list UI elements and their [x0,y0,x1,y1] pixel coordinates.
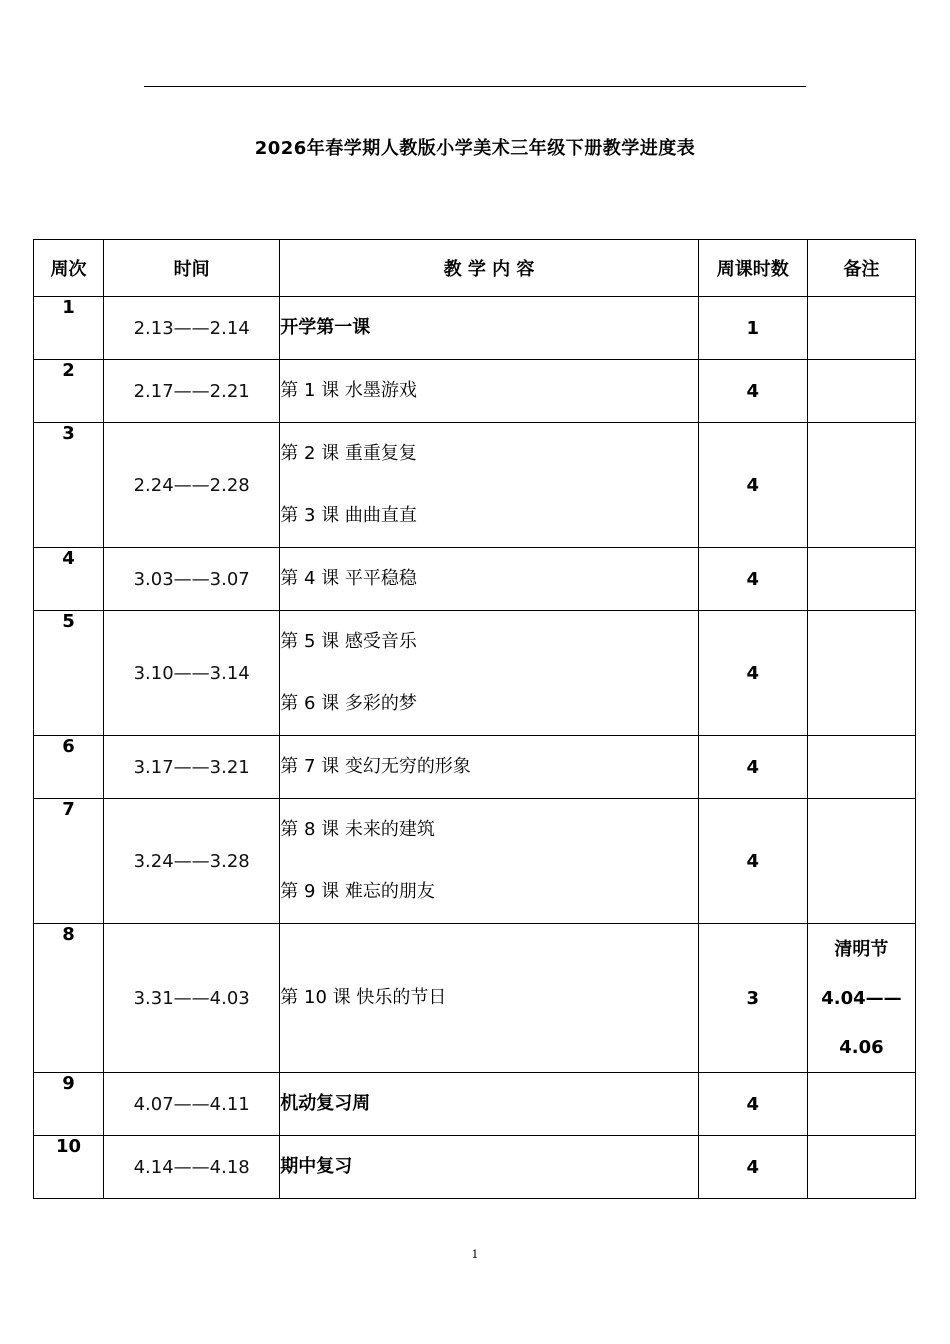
hours-cell: 4 [698,423,807,548]
note-cell [807,736,915,799]
header-note: 备注 [807,240,915,297]
hours-cell: 4 [698,360,807,423]
table-row [34,611,916,736]
lesson-title: 第 1 课 水墨游戏 [280,380,417,401]
note-line: 4.04—— [821,987,902,1009]
content-cell [280,1073,698,1136]
content-cell [280,297,698,360]
header-week: 周次 [34,240,104,297]
header-date: 时间 [104,240,280,297]
lesson-title: 第 2 课 重重复复 [280,443,417,464]
header-hours: 周课时数 [698,240,807,297]
hours-cell: 4 [698,548,807,611]
lesson-title: 第 4 课 平平稳稳 [280,568,417,589]
table-row [34,548,916,611]
date-cell: 2.17——2.21 [104,360,280,423]
schedule-table [33,239,916,1199]
table-row [34,423,916,548]
week-cell: 4 [34,548,104,611]
note-cell [807,611,915,736]
hours-cell: 3 [698,924,807,1073]
lesson-title: 第 6 课 多彩的梦 [280,693,417,714]
table-row [34,736,916,799]
lesson-title: 第 8 课 未来的建筑 [280,819,435,840]
lesson-title: 第 9 课 难忘的朋友 [280,881,435,902]
hours-cell: 4 [698,1073,807,1136]
note-cell [807,799,915,924]
week-cell: 1 [34,297,104,360]
note-cell [807,1073,915,1136]
date-cell: 3.31——4.03 [104,924,280,1073]
lesson-title: 第 5 课 感受音乐 [280,631,417,652]
date-cell: 4.07——4.11 [104,1073,280,1136]
content-cell [280,611,698,736]
date-cell: 3.10——3.14 [104,611,280,736]
table-body [34,297,916,1199]
content-cell [280,423,698,548]
date-cell: 2.13——2.14 [104,297,280,360]
week-cell: 7 [34,799,104,924]
date-cell: 2.24——2.28 [104,423,280,548]
note-cell [807,423,915,548]
week-cell: 10 [34,1136,104,1199]
table-header-row [34,240,916,297]
page-number: 1 [471,1248,479,1261]
lesson-title: 开学第一课 [280,317,371,338]
note-cell [807,360,915,423]
week-cell: 8 [34,924,104,1073]
table-row [34,1136,916,1199]
note-cell [807,297,915,360]
table-row [34,1073,916,1136]
lesson-title: 期中复习 [280,1156,353,1177]
hours-cell: 1 [698,297,807,360]
week-cell: 6 [34,736,104,799]
lesson-title: 第 7 课 变幻无穷的形象 [280,756,471,777]
week-cell: 2 [34,360,104,423]
content-cell [280,736,698,799]
hours-cell: 4 [698,1136,807,1199]
page-title: 2026年春学期人教版小学美术三年级下册教学进度表 [254,138,696,159]
lesson-title: 第 10 课 快乐的节日 [280,987,447,1008]
week-cell: 9 [34,1073,104,1136]
week-cell: 5 [34,611,104,736]
content-cell [280,799,698,924]
note-cell [807,548,915,611]
hours-cell: 4 [698,736,807,799]
lesson-title: 第 3 课 曲曲直直 [280,505,417,526]
content-cell [280,1136,698,1199]
date-cell: 3.17——3.21 [104,736,280,799]
hours-cell: 4 [698,799,807,924]
header-content: 教 学 内 容 [280,240,698,297]
hours-cell: 4 [698,611,807,736]
content-cell [280,548,698,611]
date-cell: 4.14——4.18 [104,1136,280,1199]
table-row [34,297,916,360]
table-row [34,924,916,1073]
content-cell [280,360,698,423]
table-row [34,360,916,423]
content-cell [280,924,698,1073]
header-rule [144,86,806,87]
date-cell: 3.03——3.07 [104,548,280,611]
date-cell: 3.24——3.28 [104,799,280,924]
note-line: 4.06 [839,1036,884,1058]
week-cell: 3 [34,423,104,548]
note-line: 清明节 [834,938,889,960]
note-cell [807,924,915,1073]
table-row [34,799,916,924]
lesson-title: 机动复习周 [280,1093,371,1114]
note-cell [807,1136,915,1199]
